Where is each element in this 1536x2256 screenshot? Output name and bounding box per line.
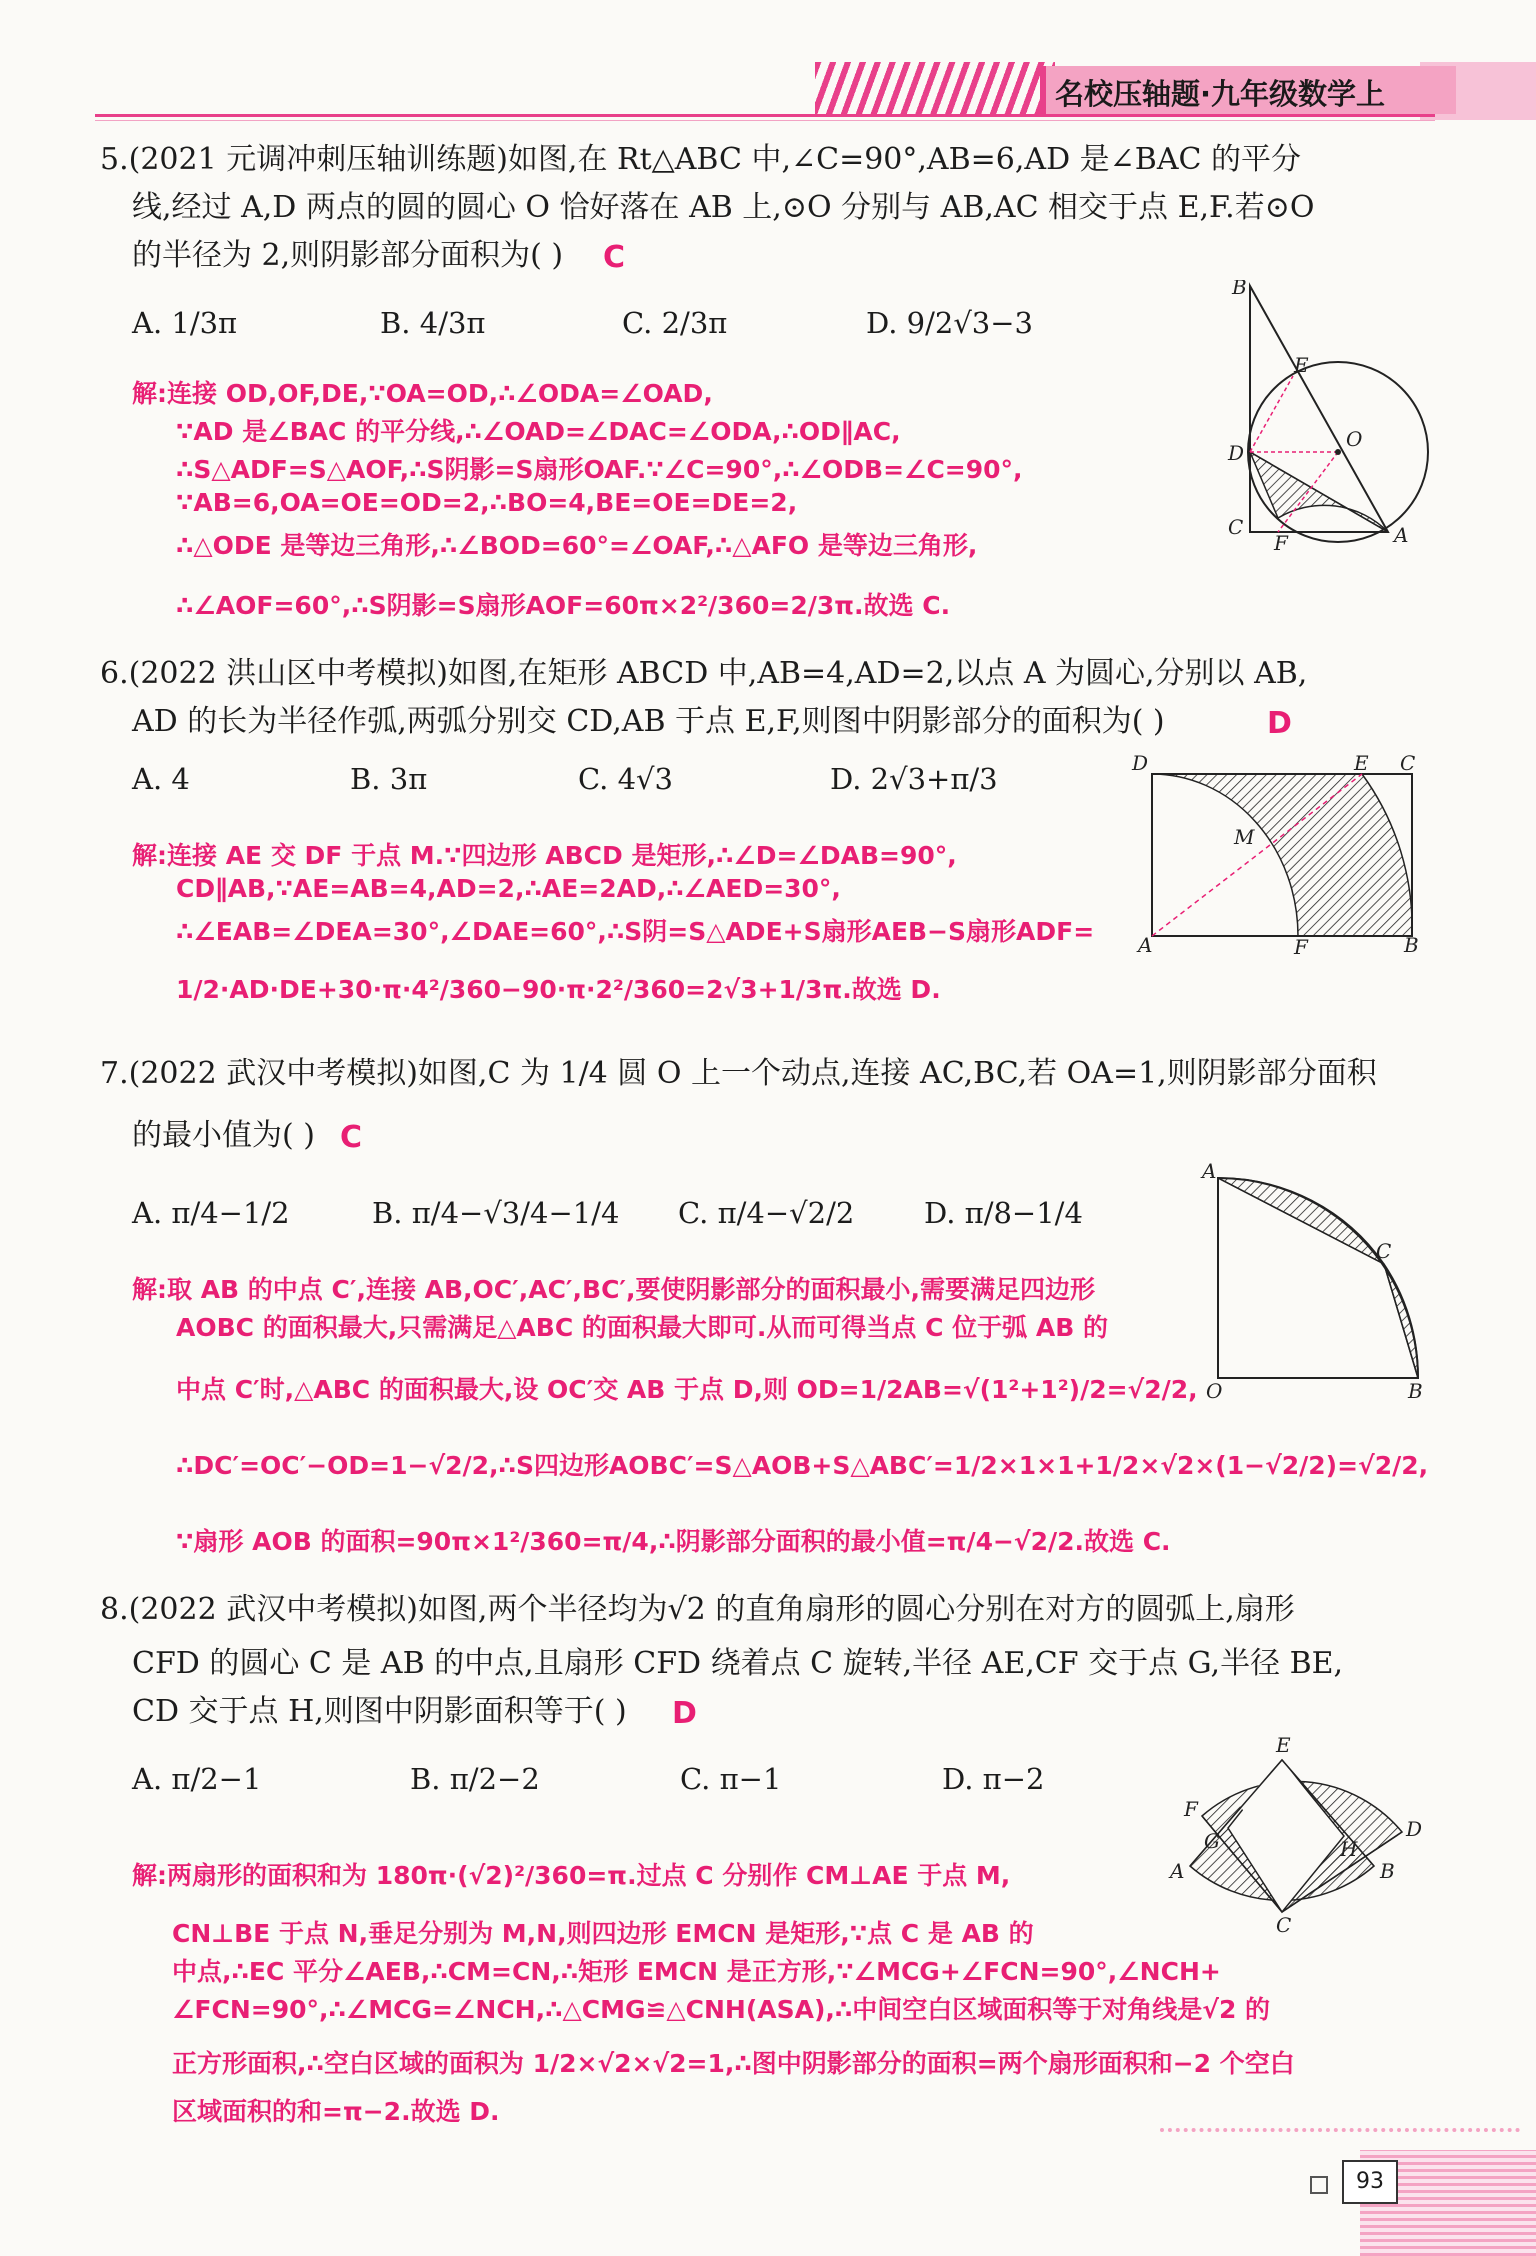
q6-label-b: B	[1404, 933, 1419, 957]
q6-solution-1: 解:连接 AE 交 DF 于点 M.∵四边形 ABCD 是矩形,∴∠D=∠DAB=90°,	[132, 841, 957, 870]
q5-line-1: 5.(2021 元调冲刺压轴训练题)如图,在 Rt△ABC 中,∠C=90°,AB=6,AD 是∠BAC 的平分	[100, 142, 1301, 177]
q6-label-m: M	[1234, 825, 1255, 849]
q5-option-c: C. 2/3π	[622, 306, 728, 340]
q7-line-2: 的最小值为( )	[132, 1118, 315, 1153]
q8-label-h: H	[1340, 1837, 1358, 1861]
q8-label-c: C	[1276, 1913, 1292, 1936]
q5-answer: C	[603, 240, 626, 275]
q5-solution-2: ∵AD 是∠BAC 的平分线,∴∠OAD=∠DAC=∠ODA,∴OD∥AC,	[176, 417, 901, 446]
q7-option-c: C. π/4−√2/2	[678, 1196, 855, 1230]
q7-solution-5: ∵扇形 AOB 的面积=90π×1²/360=π/4,∴阴影部分面积的最小值=π/4−√2/2.故选 C.	[176, 1527, 1171, 1556]
q5-solution-4: ∵AB=6,OA=OE=OD=2,∴BO=4,BE=OE=DE=2,	[176, 488, 798, 517]
q7-label-o: O	[1206, 1379, 1223, 1400]
q6-label-f: F	[1294, 935, 1308, 959]
q6-option-a: A. 4	[132, 762, 190, 796]
q7-option-a: A. π/4−1/2	[132, 1196, 290, 1230]
q8-solution-1: 解:两扇形的面积和为 180π·(√2)²/360=π.过点 C 分别作 CM⊥AE 于点 M,	[132, 1861, 1011, 1890]
q5-label-b: B	[1232, 280, 1247, 299]
q5-solution-6: ∴∠AOF=60°,∴S阴影=S扇形AOF=60π×2²/360=2/3π.故选 C.	[176, 591, 951, 620]
q5-label-o: O	[1346, 427, 1363, 451]
q5-figure	[1210, 280, 1440, 550]
q8-option-c: C. π−1	[680, 1762, 782, 1796]
q8-option-b: B. π/2−2	[410, 1762, 540, 1796]
q6-solution-2: CD∥AB,∵AE=AB=4,AD=2,∴AE=2AD,∴∠AED=30°,	[176, 874, 841, 903]
q5-label-e: E	[1294, 353, 1309, 377]
header-stripes	[815, 62, 1055, 116]
q5-line-2: 线,经过 A,D 两点的圆的圆心 O 恰好落在 AB 上,⊙O 分别与 AB,AC 相交于点 E,F.若⊙O	[132, 190, 1315, 225]
q8-solution-4: ∠FCN=90°,∴∠MCG=∠NCH,∴△CMG≌△CNH(ASA),∴中间空白区域面积等于对角线是√2 的	[172, 1995, 1271, 2024]
q8-figure	[1162, 1736, 1432, 1936]
header-rule-thin	[95, 120, 1435, 121]
q8-line-3: CD 交于点 H,则图中阴影面积等于( )	[132, 1694, 627, 1729]
q8-label-a: A	[1170, 1859, 1185, 1883]
q5-option-b: B. 4/3π	[380, 306, 486, 340]
q6-answer: D	[1267, 706, 1292, 741]
q6-line-2: AD 的长为半径作弧,两弧分别交 CD,AB 于点 E,F,则图中阴影部分的面积为( )	[132, 704, 1165, 739]
q7-label-b: B	[1408, 1379, 1423, 1400]
q7-answer: C	[340, 1120, 363, 1155]
q6-figure	[1130, 752, 1430, 962]
q6-label-a: A	[1138, 933, 1153, 957]
q8-label-g: G	[1204, 1829, 1220, 1853]
q5-label-a: A	[1394, 523, 1409, 547]
q7-label-c: C	[1376, 1239, 1392, 1263]
q8-label-f: F	[1184, 1797, 1198, 1821]
q8-line-2: CFD 的圆心 C 是 AB 的中点,且扇形 CFD 绕着点 C 旋转,半径 AE,CF 交于点 G,半径 BE,	[132, 1646, 1344, 1681]
q5-line-3: 的半径为 2,则阴影部分面积为( )	[132, 238, 564, 273]
q7-line-1: 7.(2022 武汉中考模拟)如图,C 为 1/4 圆 O 上一个动点,连接 AC,BC,若 OA=1,则阴影部分面积	[100, 1056, 1377, 1091]
q8-solution-5: 正方形面积,∴空白区域的面积为 1/2×√2×√2=1,∴图中阴影部分的面积=两个扇形面积和−2 个空白	[172, 2049, 1295, 2078]
q7-label-a: A	[1202, 1160, 1217, 1183]
q8-solution-3: 中点,∴EC 平分∠AEB,∴CM=CN,∴矩形 EMCN 是正方形,∵∠MCG+∠FCN=90°,∠NCH+	[172, 1957, 1221, 1986]
q7-solution-3: 中点 C′时,△ABC 的面积最大,设 OC′交 AB 于点 D,则 OD=1/2AB=√(1²+1²)/2=√2/2,	[176, 1375, 1198, 1404]
q8-label-d: D	[1406, 1817, 1423, 1841]
q8-option-a: A. π/2−1	[132, 1762, 262, 1796]
q6-option-d: D. 2√3+π/3	[830, 762, 998, 796]
q8-line-1: 8.(2022 武汉中考模拟)如图,两个半径均为√2 的直角扇形的圆心分别在对方的圆弧上,扇形	[100, 1592, 1295, 1627]
q5-label-c: C	[1228, 515, 1244, 539]
q6-line-1: 6.(2022 洪山区中考模拟)如图,在矩形 ABCD 中,AB=4,AD=2,以点 A 为圆心,分别以 AB,	[100, 656, 1308, 691]
q5-solution-1: 解:连接 OD,OF,DE,∵OA=OD,∴∠ODA=∠OAD,	[132, 379, 713, 408]
q7-solution-4: ∴DC′=OC′−OD=1−√2/2,∴S四边形AOBC′=S△AOB+S△ABC′=1/2×1×1+1/2×√2×(1−√2/2)=√2/2,	[176, 1451, 1429, 1480]
q8-answer: D	[672, 1696, 697, 1731]
q6-solution-4: 1/2·AD·DE+30·π·4²/360−90·π·2²/360=2√3+1/3π.故选 D.	[176, 975, 941, 1004]
footer-dots	[1160, 2128, 1520, 2136]
footer-checkbox-icon	[1310, 2176, 1328, 2194]
q5-label-f: F	[1274, 531, 1288, 550]
q6-label-c: C	[1400, 752, 1416, 775]
q5-solution-5: ∴△ODE 是等边三角形,∴∠BOD=60°=∠OAF,∴△AFO 是等边三角形,	[176, 531, 978, 560]
q5-option-a: A. 1/3π	[132, 306, 238, 340]
q5-label-d: D	[1228, 441, 1245, 465]
q8-solution-6: 区域面积的和=π−2.故选 D.	[172, 2097, 500, 2126]
q6-label-e: E	[1354, 752, 1369, 775]
q8-label-b: B	[1380, 1859, 1395, 1883]
q6-solution-3: ∴∠EAB=∠DEA=30°,∠DAE=60°,∴S阴=S△ADE+S扇形AEB−S扇形ADF=	[176, 917, 1095, 946]
page-number: 93	[1342, 2160, 1398, 2204]
q8-solution-2: CN⊥BE 于点 N,垂足分别为 M,N,则四边形 EMCN 是矩形,∵点 C 是 AB 的	[172, 1919, 1034, 1948]
q7-figure	[1196, 1160, 1436, 1400]
q6-label-d: D	[1132, 752, 1149, 775]
q5-solution-3: ∴S△ADF=S△AOF,∴S阴影=S扇形OAF.∵∠C=90°,∴∠ODB=∠C=90°,	[176, 455, 1023, 484]
q6-shaded-region	[1152, 774, 1412, 936]
q6-option-b: B. 3π	[350, 762, 428, 796]
q6-option-c: C. 4√3	[578, 762, 673, 796]
q8-label-e: E	[1276, 1736, 1291, 1757]
header-rule	[95, 114, 1435, 117]
q5-option-d: D. 9/2√3−3	[866, 306, 1034, 340]
q8-option-d: D. π−2	[942, 1762, 1045, 1796]
header-title: 名校压轴题·九年级数学上	[1055, 77, 1386, 111]
q7-solution-2: AOBC 的面积最大,只需满足△ABC 的面积最大即可.从而可得当点 C 位于弧 AB 的	[176, 1313, 1108, 1342]
q7-solution-1: 解:取 AB 的中点 C′,连接 AB,OC′,AC′,BC′,要使阴影部分的面积最小,需要满足四边形	[132, 1275, 1096, 1304]
q7-option-b: B. π/4−√3/4−1/4	[372, 1196, 620, 1230]
q7-option-d: D. π/8−1/4	[924, 1196, 1083, 1230]
